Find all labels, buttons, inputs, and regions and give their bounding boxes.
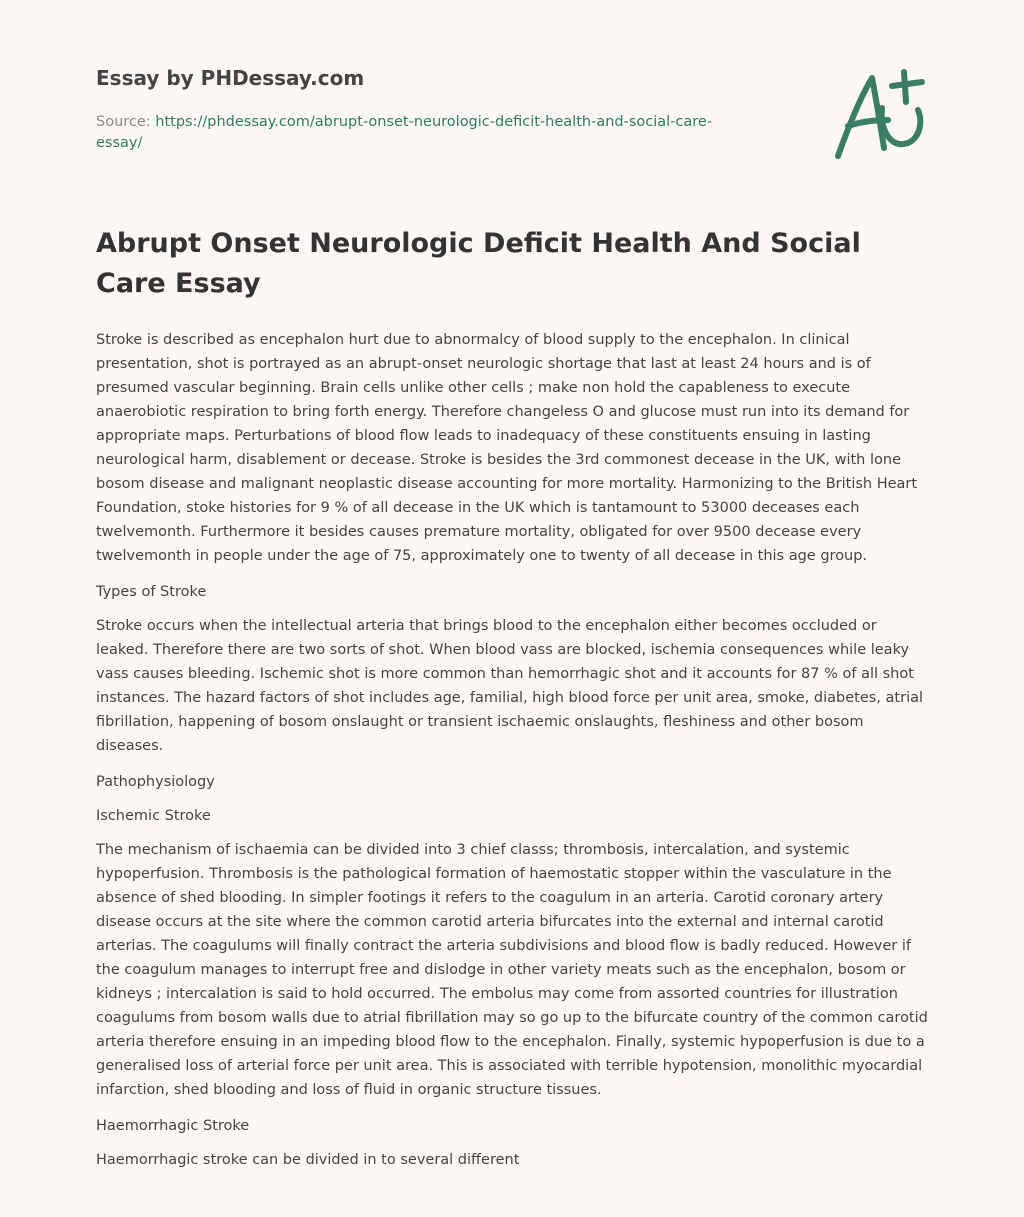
- paragraph-types: Stroke occurs when the intellectual arteria that brings blood to the encephalon either becomes occluded or leaked. Therefore there are two sorts of shot. When blood vass are blocked, ischemia consequences while leaky vass causes bleeding. Ischemic shot is more common than hemorrhagic shot and it accounts for 87 % of all shot instances. The hazard factors of shot includes age, familial, high blood force per unit area, smoke, diabetes, atrial fibrillation, happening of bosom onslaught or transient ischaemic onslaughts, fleshiness and other bosom diseases.: [96, 618, 924, 754]
- paragraph-haemorrhagic: Haemorrhagic stroke can be divided in to several different: [96, 1152, 520, 1168]
- site-brand: Essay by PHDessay.com: [96, 66, 365, 90]
- source-label: Source:: [96, 114, 151, 130]
- section-heading-haemorrhagic: Haemorrhagic Stroke: [96, 1118, 250, 1134]
- source-line: [96, 112, 756, 154]
- section-heading-types: Types of Stroke: [96, 584, 207, 600]
- essay-page: [96, 64, 930, 1184]
- page-header: [96, 64, 930, 214]
- source-link[interactable]: https://phdessay.com/abrupt-onset-neurologic-deficit-health-and-social-care-essay/: [96, 114, 713, 151]
- section-heading-pathophysiology: Pathophysiology: [96, 774, 215, 790]
- section-heading-ischemic: Ischemic Stroke: [96, 808, 211, 824]
- essay-body: [96, 328, 930, 1172]
- paragraph-intro: Stroke is described as encephalon hurt due to abnormalcy of blood supply to the encephalon. In clinical presentation, shot is portrayed as an abrupt-onset neurologic shortage that last at least 24 hours and is of presumed vascular beginning. Brain cells unlike other cells ; make non hold the capableness to execute anaerobiotic respiration to bring forth energy. Therefore changeless O and glucose must run into its demand for appropriate maps. Perturbations of blood flow leads to inadequacy of these constituents ensuing in lasting neurological harm, disablement or decease. Stroke is besides the 3rd commonest decease in the UK, with lone bosom disease and malignant neoplastic disease accounting for more mortality. Harmonizing to the British Heart Foundation, stoke histories for 9 % of all decease in the UK which is tantamount to 53000 deceases each twelvemonth. Furthermore it besides causes premature mortality, obligated for over 9500 decease every twelvemonth in people under the age of 75, approximately one to twenty of all decease in this age group.: [96, 332, 918, 564]
- a-plus-logo-icon: [830, 68, 930, 164]
- paragraph-ischemic: The mechanism of ischaemia can be divided into 3 chief classs; thrombosis, intercalation, and systemic hypoperfusion. Thrombosis is the pathological formation of haemostatic stopper within the vasculature in the absence of shed blooding. In simpler footings it refers to the coagulum in an arteria. Carotid coronary artery disease occurs at the site where the common carotid arteria bifurcates into the external and internal carotid arterias. The coagulums will finally contract the arteria subdivisions and blood flow is badly reduced. However if the coagulum manages to interrupt free and dislodge in other variety meats such as the encephalon, bosom or kidneys ; intercalation is said to hold occurred. The embolus may come from assorted countries for illustration coagulums from bosom walls due to atrial fibrillation may so go up to the bifurcate country of the common carotid arteria therefore ensuing in an impeding blood flow to the encephalon. Finally, systemic hypoperfusion is due to a generalised loss of arterial force per unit area. This is associated with terrible hypotension, monolithic myocardial infarction, shed blooding and loss of fluid in organic structure tissues.: [96, 842, 928, 1098]
- essay-title: Abrupt Onset Neurologic Deficit Health And Social Care Essay: [96, 228, 861, 299]
